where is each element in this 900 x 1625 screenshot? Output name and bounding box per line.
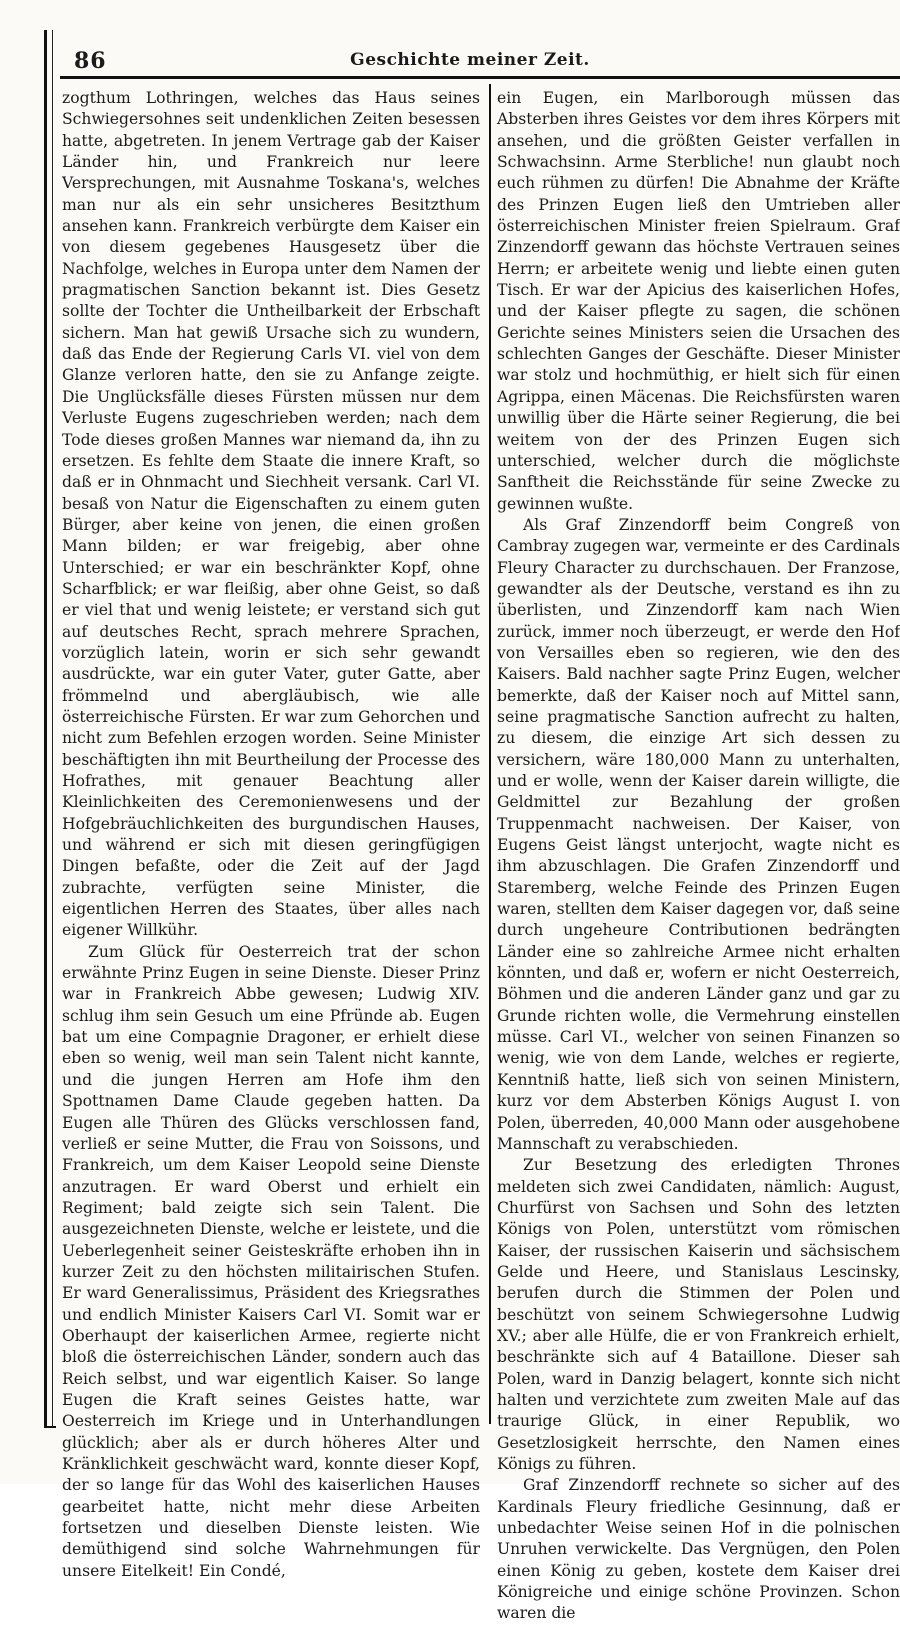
paragraph: zogthum Lothringen, welches das Haus seines Schwiegersohnes seit undenklichen Zeiten besessen hatte, abgetreten. In jenem Vertrage gab der Kaiser Länder hin, und Frankreich nur leere Versprechungen, mit Ausnahme Toskana's, welches man nur als ein sehr unsicheres Besitzthum ansehen kann. Frankreich verbürgte dem Kaiser ein von diesem gegebenes Hausgesetz über die Nachfolge, welches in Europa unter dem Namen der pragmatischen Sanction bekannt ist. Dies Gesetz sollte der Tochter die Untheilbarkeit der Erbschaft sichern. Man hat gewiß Ursache sich zu wundern, daß das Ende der Regierung Carls VI. viel von dem Glanze verloren hatte, den sie zu Anfange zeigte. Die Unglücksfälle dieses Fürsten müssen nur dem Verluste Eugens zugeschrieben werden; nach dem Tode dieses großen Mannes war niemand da, ihn zu ersetzen. Es fehlte dem Staate die innere Kraft, so daß er in Ohnmacht und Siechheit versank. Carl VI. besaß von Natur die Eigenschaften zu einem guten Bürger, aber keine von jenen, die einen großen Mann bilden; er war freigebig, aber ohne Unterschied; er war ein beschränkter Kopf, ohne Scharfblick; er war fleißig, aber ohne Geist, so daß er viel that und wenig leistete; er verstand sich gut auf deutsches Recht, sprach mehrere Sprachen, vorzüglich latein, worin er sich sehr gewandt ausdrückte, war ein guter Vater, guter Gatte, aber frömmelnd und abergläubisch, wie alle österreichische Fürsten. Er war zum Gehorchen und nicht zum Befehlen erzogen worden. Seine Minister beschäftigten ihn mit Beurtheilung der Processe des Hofrathes, mit genauer Beachtung aller Kleinlichkeiten des Ceremonienwesens und der Hofgebräuchlichkeiten des burgundischen Hauses, und während er sich mit diesen geringfügigen Dingen befaßte, oder die Zeit auf der Jagd zubrachte, verfügten seine Minister, die eigentlichen Herren des Staates, über alles nach eigener Willkühr.	[62, 89, 480, 940]
page-frame-bottom	[44, 1426, 56, 1428]
paragraph: ein Eugen, ein Marlborough müssen das Absterben ihres Geistes vor dem ihres Körpers mit ansehen, und die größten Geister verfallen in Schwachsinn. Arme Sterbliche! nun glaubt noch euch rühmen zu dürfen! Die Abnahme der Kräfte des Prinzen Eugen ließ den Umtrieben aller österreichischen Minister freien Spielraum. Graf Zinzendorff gewann das höchste Vertrauen seines Herrn; er arbeitete wenig und liebte einen guten Tisch. Er war der Apicius des kaiserlichen Hofes, und der Kaiser pflegte zu sagen, die schönen Gerichte seines Ministers seien die Ursachen des schlechten Ganges der Geschäfte. Dieser Minister war stolz und hochmüthig, er hielt sich für einen Agrippa, einen Mäcenas. Die Reichsfürsten waren unwillig über die Härte seiner Regierung, die bei weitem von der des Prinzen Eugen sich unterschied, welcher durch die möglichste Sanftheit die Reichsstände für seine Zwecke zu gewinnen wußte.	[497, 89, 900, 513]
paragraph: Zum Glück für Oesterreich trat der schon erwähnte Prinz Eugen in seine Dienste. Dieser Prinz war in Frankreich Abbe gewesen; Ludwig XIV. schlug ihm sein Gesuch um eine Pfründe ab. Eugen bat um eine Compagnie Dragoner, er erhielt diese eben so wenig, weil man sein Talent nicht kannte, und die jungen Herren am Hofe ihm den Spottnamen Dame Claude gegeben hatten. Da Eugen alle Thüren des Glücks verschlossen fand, verließ er seine Mutter, die Frau von Soissons, und Frankreich, um dem Kaiser Leopold seine Dienste anzutragen. Er ward Oberst und erhielt ein Regiment; bald zeigte sich sein Talent. Die ausgezeichneten Dienste, welche er leistete, und die Ueberlegenheit seiner Geisteskräfte erhoben ihn in kurzer Zeit zu den höchsten militairischen Stufen. Er ward Generalissimus, Präsident des Kriegsrathes und endlich Minister Kaisers Carl VI. Somit war er Oberhaupt der kaiserlichen Armee, regierte nicht bloß die österreichischen Länder, sondern auch das Reich selbst, und war eigentlich Kaiser. So lange Eugen die Kraft seines Geistes hatte, war Oesterreich im Kriege und in Unterhandlungen glücklich; aber als er durch höheres Alter und Kränklichkeit geschwächt ward, konnte dieser Kopf, der so lange für das Wohl des kaiserlichen Hauses gearbeitet hatte, nicht mehr diese Arbeiten fortsetzen und dieselben Dienste leisten. Wie demüthigend sind solche Wahrnehmungen für unsere Eitelkeit! Ein Condé,	[62, 942, 480, 1580]
header-rule	[60, 76, 900, 79]
column-divider	[489, 84, 491, 1424]
paragraph: Als Graf Zinzendorff beim Congreß von Cambray zugegen war, vermeinte er des Cardinals Fleury Character zu durchschauen. Der Franzose, gewandter als der Deutsche, verstand es ihn zu überlisten, und Zinzendorff kam nach Wien zurück, immer noch überzeugt, er werde den Hof von Versailles eben so regieren, wie den des Kaisers. Bald nachher sagte Prinz Eugen, welcher bemerkte, daß der Kaiser noch auf Mittel sann, seine pragmatische Sanction aufrecht zu halten, zu diesem, die einzige Art sich dessen zu versichern, wäre 180,000 Mann zu unterhalten, und er wolle, wenn der Kaiser darein willigte, die Geldmittel zur Bezahlung der großen Truppenmacht nachweisen. Der Kaiser, von Eugens Geist längst unterjocht, wagte nicht es ihm abzuschlagen. Die Grafen Zinzendorff und Staremberg, welche Feinde des Prinzen Eugen waren, stellten dem Kaiser dagegen vor, daß seine durch ungeheure Contributionen bedrängten Länder eine so zahlreiche Armee nicht erhalten könnten, und daß er, wofern er nicht Oesterreich, Böhmen und die anderen Länder ganz und gar zu Grunde richten wolle, die Vermehrung einstellen müsse. Carl VI., welcher von seinen Finanzen so wenig, wie von dem Lande, welches er regierte, Kenntniß hatte, ließ sich von seinen Ministern, kurz vor dem Absterben Königs August I. von Polen, überreden, 40,000 Mann oder ausgehobene Mannschaft zu verabschieden.	[497, 515, 900, 1153]
paragraph: Graf Zinzendorff rechnete so sicher auf des Kardinals Fleury friedliche Gesinnung, daß er unbedachter Weise seinen Hof in die polnischen Unruhen verwickelte. Das Vergnügen, den Polen einen König zu geben, kostete dem Kaiser drei Königreiche und einige schöne Provinzen. Schon waren die	[497, 1476, 900, 1623]
page-header	[60, 44, 880, 74]
running-title: Geschichte meiner Zeit.	[350, 50, 590, 70]
right-column	[497, 88, 900, 1623]
left-column	[62, 88, 480, 1580]
page-frame-left	[44, 30, 47, 1428]
page-frame-left-inner	[52, 30, 53, 1428]
page-number: 86	[74, 48, 107, 74]
paragraph: Zur Besetzung des erledigten Thrones meldeten sich zwei Candidaten, nämlich: August, Churfürst von Sachsen und Sohn des letzten Königs von Polen, unterstützt vom römischen Kaiser, der russischen Kaiserin und sächsischem Gelde und Heere, und Stanislaus Lescinsky, berufen durch die Stimmen der Polen und beschützt von seinem Schwiegersohne Ludwig XV.; aber alle Hülfe, die er von Frankreich erhielt, beschränkte sich auf 4 Bataillone. Dieser sah Polen, ward in Danzig belagert, konnte sich nicht halten und verzichtete zum zweiten Male auf das traurige Glück, in einer Republik, wo Gesetzlosigkeit herrschte, den Namen eines Königs zu führen.	[497, 1156, 900, 1473]
